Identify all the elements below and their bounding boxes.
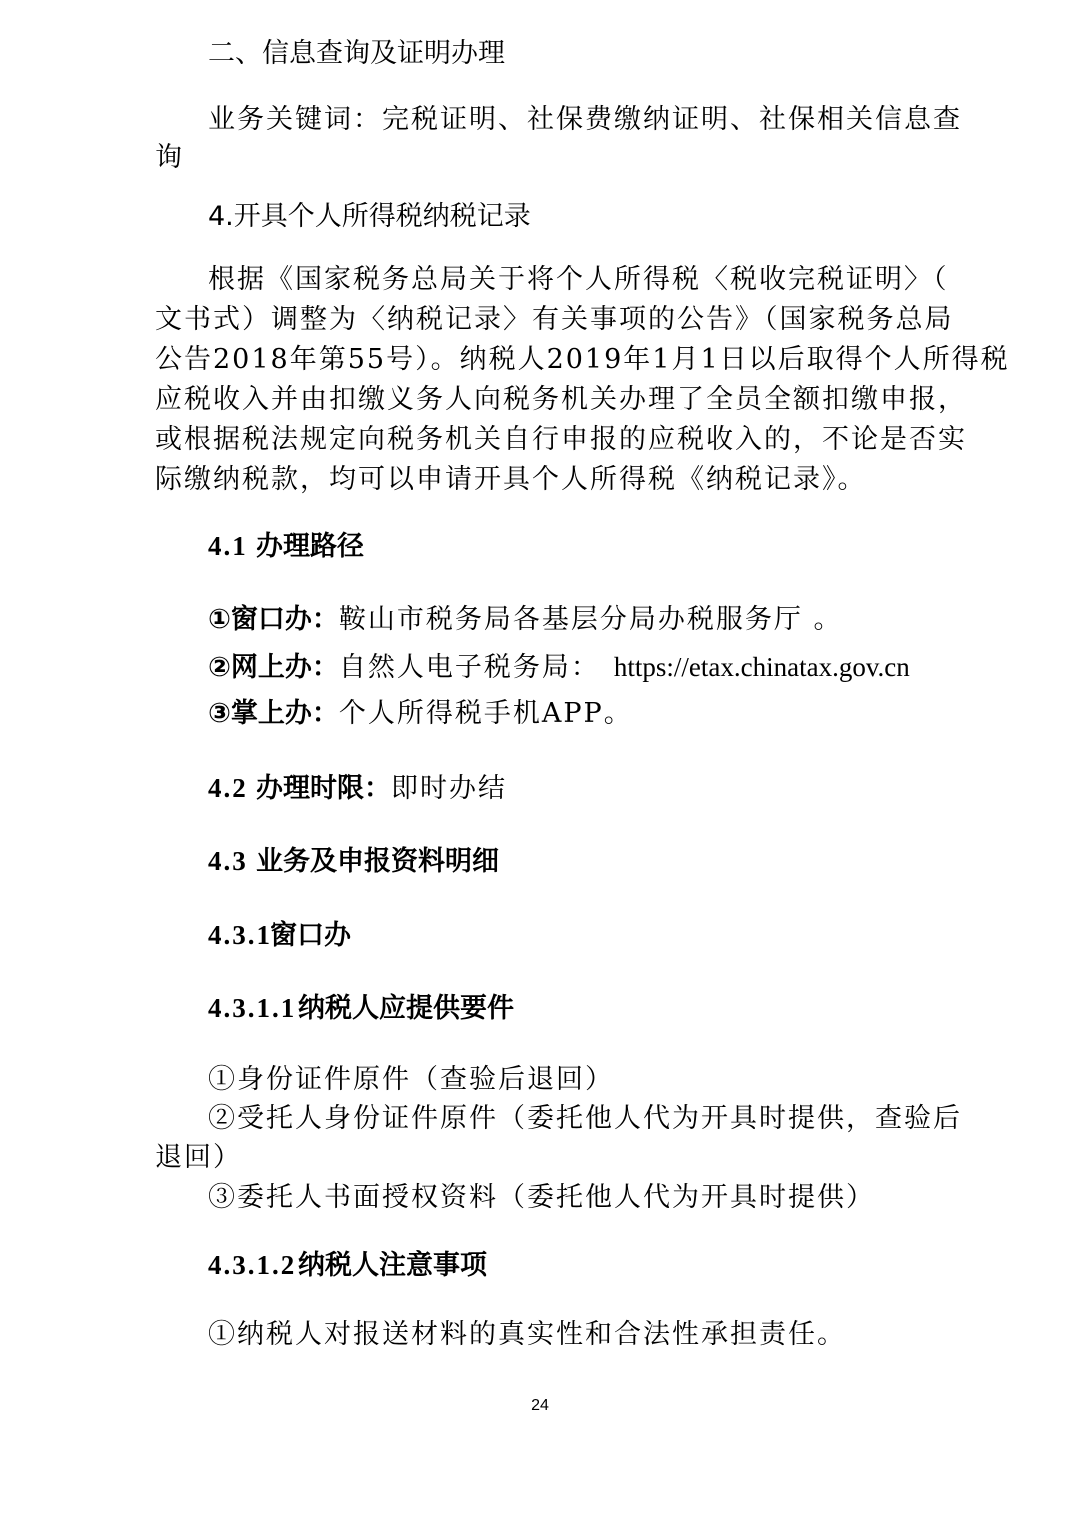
item-4-paragraph-line-3: 公告2018年第55号）。纳税人2019年1月1日以后取得个人所得税 [155,344,1010,375]
heading-4-3-1-2 [208,1245,925,1285]
path-label: ②网上办： [208,652,339,683]
keywords-line-2: 询 [155,142,184,173]
page-number: 24 [531,1397,549,1414]
heading-text: 业务及申报资料明细 [256,846,499,877]
heading-4-3-1-1 [208,988,925,1028]
heading-4-3 [208,841,925,881]
path-text: 自然人电子税务局： [338,652,600,683]
path-online [208,647,925,687]
heading-text: 办理时限： [256,773,391,804]
heading-4-3-1 [208,915,925,955]
path-text: 个人所得税手机APP。 [338,698,633,729]
item-4-paragraph-line-5: 或根据税法规定向税务机关自行申报的应税收入的，不论是否实 [155,424,967,455]
heading-number: 4.3.1 [208,920,272,950]
item-4-paragraph-line-2: 文书式）调整为〈纳税记录〉有关事项的公告》（国家税务总局 [155,304,954,335]
notice-item-1: ①纳税人对报送材料的真实性和合法性承担责任。 [208,1319,846,1350]
item-4-paragraph-line-1: 根据《国家税务总局关于将个人所得税〈税收完税证明〉（ [208,264,949,295]
heading-4-1 [208,526,925,566]
requirement-item-2: ②受托人身份证件原件（委托他人代为开具时提供，查验后 [208,1103,962,1134]
heading-text: 纳税人应提供要件 [298,993,514,1024]
item-4-paragraph-line-6: 际缴纳税款，均可以申请开具个人所得税《纳税记录》。 [155,464,867,495]
item-4-title: 4.开具个人所得税纳税记录 [208,201,531,232]
keywords-line-1: 业务关键词：完税证明、社保费缴纳证明、社保相关信息查 [208,104,962,135]
path-label: ③掌上办： [208,698,339,729]
requirement-item-2-cont: 退回） [155,1142,242,1173]
requirement-item-1: ①身份证件原件（查验后退回） [208,1064,614,1095]
heading-number: 4.3.1.2 [208,1250,297,1280]
etax-url-link[interactable]: https://etax.chinatax.gov.cn [613,652,910,682]
path-window [208,600,925,640]
heading-number: 4.3 [208,846,248,876]
item-4-paragraph-line-4: 应税收入并由扣缴义务人向税务机关办理了全员全额扣缴申报， [155,384,967,415]
heading-4-2 [208,768,925,808]
time-limit-value: 即时办结 [391,773,507,804]
section-title: 二、信息查询及证明办理 [208,38,505,69]
heading-number: 4.3.1.1 [208,993,297,1023]
path-label: ①窗口办： [208,604,339,635]
heading-text: 纳税人注意事项 [298,1250,487,1281]
path-text: 鞍山市税务局各基层分局办税服务厅 。 [338,604,843,635]
heading-number: 4.1 [208,531,248,561]
path-mobile [208,694,925,734]
requirement-item-3: ③委托人书面授权资料（委托他人代为开具时提供） [208,1182,875,1213]
heading-text: 窗口办 [270,920,351,951]
heading-text: 办理路径 [256,531,364,562]
heading-number: 4.2 [208,773,248,803]
